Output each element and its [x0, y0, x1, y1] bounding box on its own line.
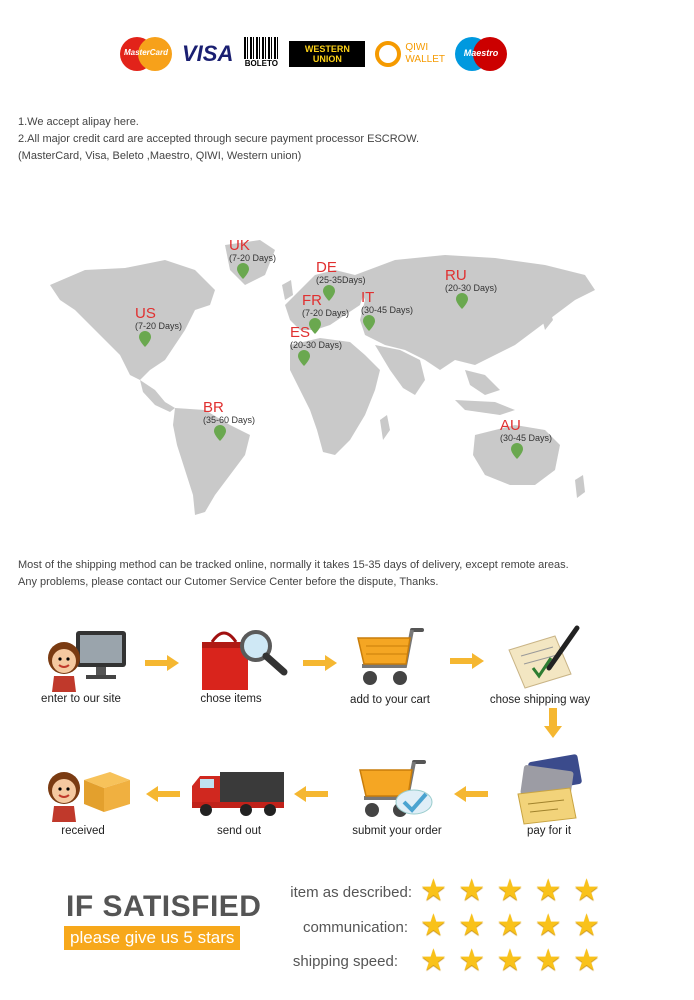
mastercard-logo: MasterCard	[120, 37, 172, 71]
cart-check-icon	[352, 758, 436, 824]
shipping-notes	[18, 557, 688, 591]
star-icon: ★	[458, 874, 486, 907]
step-label: send out	[216, 825, 262, 837]
marker-au: AU (30-45 Days)	[500, 418, 552, 464]
star-row	[420, 946, 600, 976]
arrow-right-icon	[145, 655, 179, 671]
map-pin-icon	[363, 315, 375, 331]
document-pen-icon	[505, 622, 585, 692]
arrow-right-icon	[450, 653, 484, 669]
marker-us: US (7-20 Days)	[135, 306, 182, 352]
visa-logo: VISA	[182, 41, 234, 66]
map-pin-icon	[139, 331, 151, 347]
map-pin-icon	[456, 293, 468, 309]
arrow-down-icon	[544, 708, 562, 738]
step-label: enter to our site	[41, 693, 121, 705]
star-icon: ★	[458, 909, 486, 942]
credit-card-icon	[512, 754, 588, 826]
marker-fr: FR (7-20 Days)	[302, 293, 349, 339]
marker-ru: RU (20-30 Days)	[445, 268, 497, 314]
star-icon: ★	[420, 944, 447, 977]
step-enter-site-image	[44, 626, 134, 692]
payment-note-2: 2.All major credit card are accepted through secure payment processor ESCROW.	[18, 133, 420, 145]
arrow-right-icon	[303, 655, 337, 671]
map-pin-icon	[237, 263, 249, 279]
person-boxes-icon	[42, 762, 132, 822]
five-stars-banner: please give us 5 stars	[64, 926, 240, 950]
step-send-out-image	[190, 768, 286, 818]
step-add-cart-image	[350, 626, 430, 692]
payment-logos	[120, 34, 507, 74]
shipping-note-1: Most of the shipping method can be tracked online, normally it takes 15-35 days of delivery, except remote areas.	[18, 559, 569, 571]
star-icon: ★	[534, 909, 562, 942]
step-received-image	[42, 762, 132, 822]
marker-it: IT (30-45 Days)	[361, 290, 413, 336]
qiwi-wallet-logo: QIWI WALLET	[375, 41, 445, 67]
star-row	[420, 876, 600, 906]
step-chose-items-image	[198, 624, 290, 694]
star-icon: ★	[420, 874, 447, 907]
marker-uk: UK (7-20 Days)	[229, 238, 276, 284]
western-union-logo: WESTERN UNION	[289, 41, 365, 67]
step-label: submit your order	[352, 825, 442, 837]
map-pin-icon	[298, 350, 310, 366]
map-pin-icon	[511, 443, 523, 459]
payment-note-3: (MasterCard, Visa, Beleto ,Maestro, QIWI, Western union)	[18, 150, 302, 162]
step-label: chose shipping way	[489, 694, 591, 706]
star-icon: ★	[496, 909, 524, 942]
shopping-bag-magnifier-icon	[198, 624, 290, 694]
if-satisfied-title: IF SATISFIED	[66, 890, 262, 923]
person-computer-icon	[44, 626, 134, 692]
star-icon: ★	[534, 874, 562, 907]
step-label: add to your cart	[350, 694, 430, 706]
rating-label: communication:	[302, 919, 408, 936]
star-icon: ★	[573, 944, 600, 977]
star-icon: ★	[496, 874, 524, 907]
rating-label: item as described:	[290, 884, 412, 901]
star-icon: ★	[534, 944, 562, 977]
payment-note-1: 1.We accept alipay here.	[18, 116, 139, 128]
star-icon: ★	[573, 909, 600, 942]
payment-notes	[18, 114, 678, 165]
step-shipping-way-image	[505, 622, 585, 692]
shopping-cart-icon	[350, 626, 430, 692]
star-icon: ★	[420, 909, 447, 942]
arrow-left-icon	[454, 786, 488, 802]
star-row	[420, 911, 600, 941]
boleto-logo: BOLETO	[243, 37, 279, 71]
star-icon: ★	[458, 944, 486, 977]
step-label: pay for it	[526, 825, 572, 837]
step-submit-image	[352, 758, 436, 824]
rating-label: shipping speed:	[292, 953, 398, 970]
truck-icon	[190, 768, 286, 818]
step-label: chose items	[200, 693, 262, 705]
arrow-left-icon	[146, 786, 180, 802]
marker-de: DE (25-35Days)	[316, 260, 366, 306]
star-icon: ★	[573, 874, 600, 907]
arrow-left-icon	[294, 786, 328, 802]
maestro-logo: Maestro	[455, 37, 507, 71]
shipping-note-2: Any problems, please contact our Cutomer Service Center before the dispute, Thanks.	[18, 576, 439, 588]
step-pay-image	[512, 754, 588, 826]
marker-br: BR (35-60 Days)	[203, 400, 255, 446]
marker-es: ES (20-30 Days)	[290, 325, 342, 371]
star-icon: ★	[496, 944, 524, 977]
map-pin-icon	[214, 425, 226, 441]
step-label: received	[61, 825, 105, 837]
